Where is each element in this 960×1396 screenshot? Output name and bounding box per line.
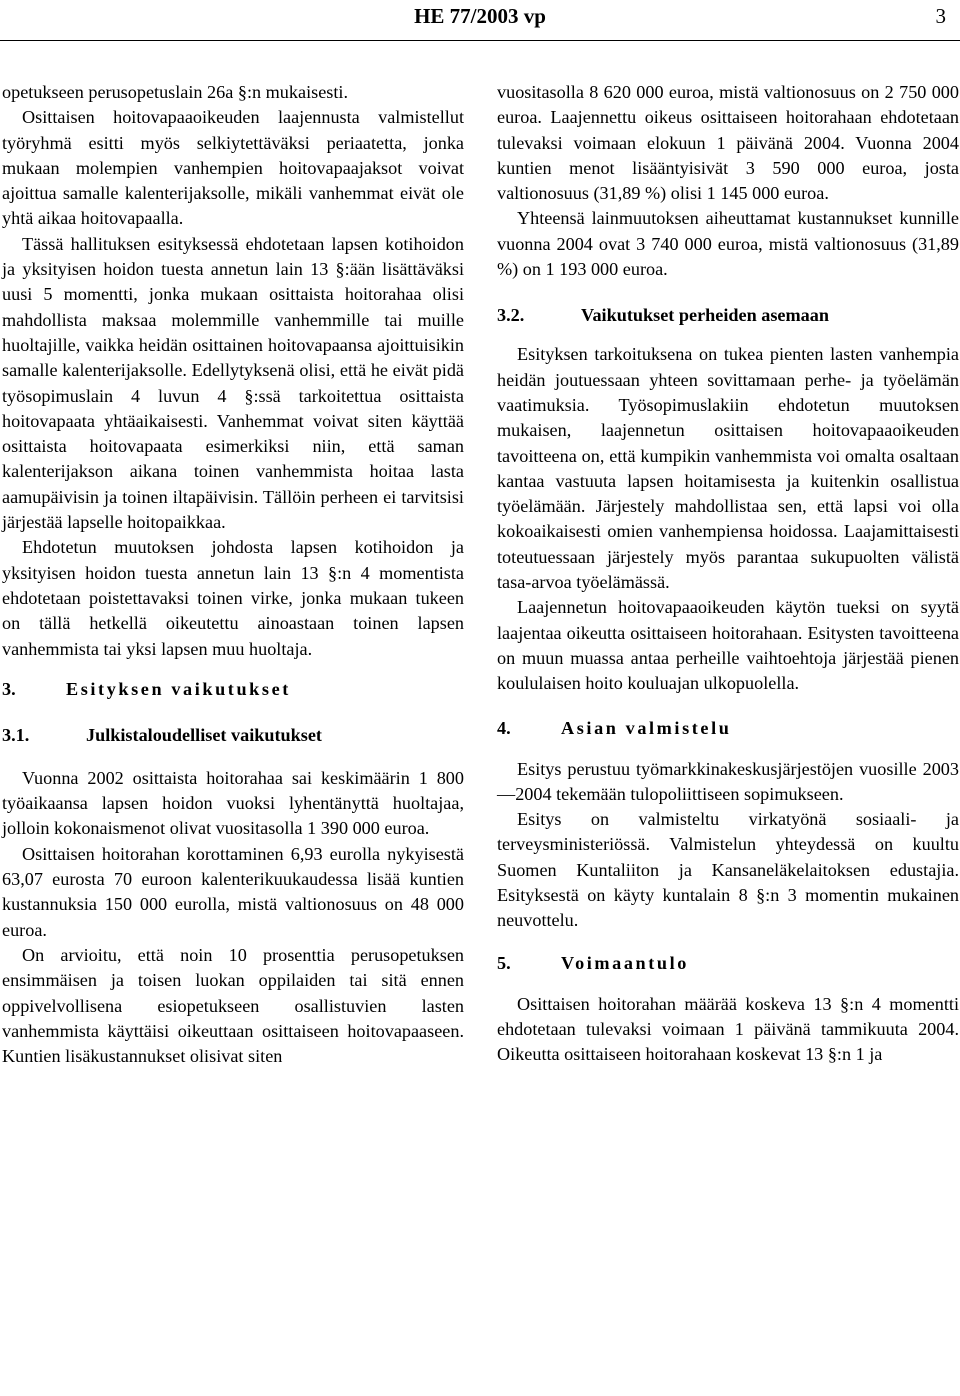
section-title: Esityksen vaikutukset [66, 678, 291, 699]
paragraph: Osittaisen hoitorahan määrää koskeva 13 §:n 4 momentti ehdotetaan tulevaksi voimaan 1 päivänä tammikuuta 2004. Oikeutta osittaiseen hoitorahaan koskevat 13 §:n 1 ja [497, 993, 959, 1065]
subsection-number: 3.1. [2, 724, 30, 745]
paragraph: Yhteensä lainmuutoksen aiheuttamat kustannukset kunnille vuonna 2004 ovat 3 740 000 euroa, mistä valtionosuus (31,89 %) on 1 193 000 euroa. [497, 208, 959, 280]
section-heading-5 [497, 950, 959, 976]
document-id: HE 77/2003 vp [414, 4, 546, 28]
left-column [2, 80, 464, 1069]
section-heading-4 [497, 715, 959, 741]
right-column [497, 80, 959, 1068]
section-number: 5. [497, 952, 511, 973]
subsection-title: Vaikutukset perheiden asemaan [581, 305, 829, 326]
page-number: 3 [935, 4, 946, 28]
section-title: Asian valmistelu [561, 717, 732, 738]
paragraph: Vuonna 2002 osittaista hoitorahaa sai keskimäärin 1 800 työaikaansa lapsen hoidon vuoksi lyhentänyttä huoltajaa, jolloin kokonaismenot olivat vuositasolla 1 390 000 euroa. [2, 767, 464, 839]
section-number: 3. [2, 678, 16, 699]
paragraph: Osittaisen hoitovapaaoikeuden laajennusta valmistellut työryhmä esitti myös selkiytettäväksi periaatetta, jonka mukaan molempien vanhempien hoitovapaajaksot voivat ajoittua samalle kalenterijaksolle, mikäli vanhemmat eivät ole yhtä aikaa hoitovapaalla. [2, 107, 464, 229]
paragraph: Esitys perustuu työmarkkinakeskusjärjestöjen vuosille 2003—2004 tekemään tulopoliittiseen sopimukseen. [497, 758, 959, 804]
subsection-number: 3.2. [497, 305, 525, 326]
paragraph: Osittaisen hoitorahan korottaminen 6,93 eurolla nykyisestä 63,07 eurosta 70 euroon kalenterikuukaudessa lisää kuntien kustannuksia 150 000 eurolla, mistä valtionosuus on 48 000 euroa. [2, 843, 464, 940]
subsection-title: Julkistaloudelliset vaikutukset [86, 724, 322, 745]
subsection-heading-3-1 [2, 722, 464, 748]
subsection-heading-3-2 [497, 302, 959, 328]
paragraph: opetukseen perusopetuslain 26a §:n mukaisesti. [2, 82, 348, 102]
paragraph: Esityksen tarkoituksena on tukea pienten lasten vanhempia heidän joutuessaan yhteen sovittamaan perhe- ja työelämän vaatimuksia. Työsopimuslakiin ehdotetun muutoksen mukaisen, laajennetun osittaisen hoitovapaaoikeuden tavoitteena on, että kumpikin vanhemmista voi omalta osaltaan kantaa vastuuta lapsen hoitamisesta ja kuitenkin osallistua työelämään. Järjestely mahdollistaa sen, että lapsi voi olla kokoaikaisesti omien vanhempiensa hoidossa. Laajamittaisesti toteutuessaan järjestely myös parantaa sukupuolten välistä tasa-arvoa työelämässä. [497, 344, 959, 593]
section-number: 4. [497, 717, 511, 738]
paragraph: Laajennetun hoitovapaaoikeuden käytön tueksi on syytä laajentaa oikeutta osittaiseen hoitorahaan. Esitysten tavoitteena on muun muassa antaa perheille vaihtoehtoja järjestää pienen koululaisen hoito kouluajan ulkopuolella. [497, 597, 959, 694]
paragraph: Ehdotetun muutoksen johdosta lapsen kotihoidon ja yksityisen hoidon tuesta annetun lain 13 §:n 4 momentista ehdotetaan poistettavaksi toinen virke, jonka mukaan tukeen on tällä hetkellä oikeutettu ainoastaan toinen lapsen vanhemmista tai yksi lapsen muu huoltaja. [2, 537, 464, 659]
paragraph: On arvioitu, että noin 10 prosenttia perusopetuksen ensimmäisen ja toisen luokan oppilaiden tai sitä ennen oppivelvollisena esiopetukseen osallistuvien lasten vanhemmista käyttäisi oikeuttaan osittaiseen hoitovapaaseen. Kuntien lisäkustannukset olisivat siten [2, 944, 464, 1067]
section-heading-3 [2, 676, 464, 702]
paragraph: Esitys on valmisteltu virkatyönä sosiaali- ja terveysministeriössä. Valmistelun yhteydessä on kuultu Suomen Kuntaliiton ja Kansaneläkelaitoksen edustajia. Esityksestä on käyty kuntalain 8 §:n 3 momentin mukainen neuvottelu. [497, 809, 959, 931]
page-header [0, 0, 960, 41]
section-title: Voimaantulo [561, 952, 689, 973]
paragraph: vuositasolla 8 620 000 euroa, mistä valtionosuus on 2 750 000 euroa. Laajennettu oikeus osittaiseen hoitorahaan ehdotetaan tulevaksi voimaan elokuun 1 päivänä 2004. Vuonna 2004 kuntien menot lisääntyisivät 3 590 000 euroa, josta valtionosuus (31,89 %) olisi 1 145 000 euroa. [497, 82, 959, 204]
paragraph: Tässä hallituksen esityksessä ehdotetaan lapsen kotihoidon ja yksityisen hoidon tuesta annetun lain 13 §:ään lisättäväksi uusi 5 momentti, jonka mukaan osittaista hoitorahaa olisi mahdollista maksaa molemmille vanhemmille tai muille huoltajille, vaikka heidän osittainen hoitovapaansa ajoittuisikin samalle kalenterijaksolle. Edellytyksenä olisi, että he eivät pidä työsopimuslain 4 luvun 4 §:ssä tarkoitettua osittaista hoitovapaata yhtäaikaisesti. Vanhemmat voivat siten käyttää osittaista hoitovapaata esimerkiksi niin, että saman kalenterijakson aikana toinen vanhemmista hoitaa lasta aamupäivisin ja toinen iltapäivisin. Tällöin perheen ei tarvitsisi järjestää lapselle hoitopaikkaa. [2, 233, 464, 533]
